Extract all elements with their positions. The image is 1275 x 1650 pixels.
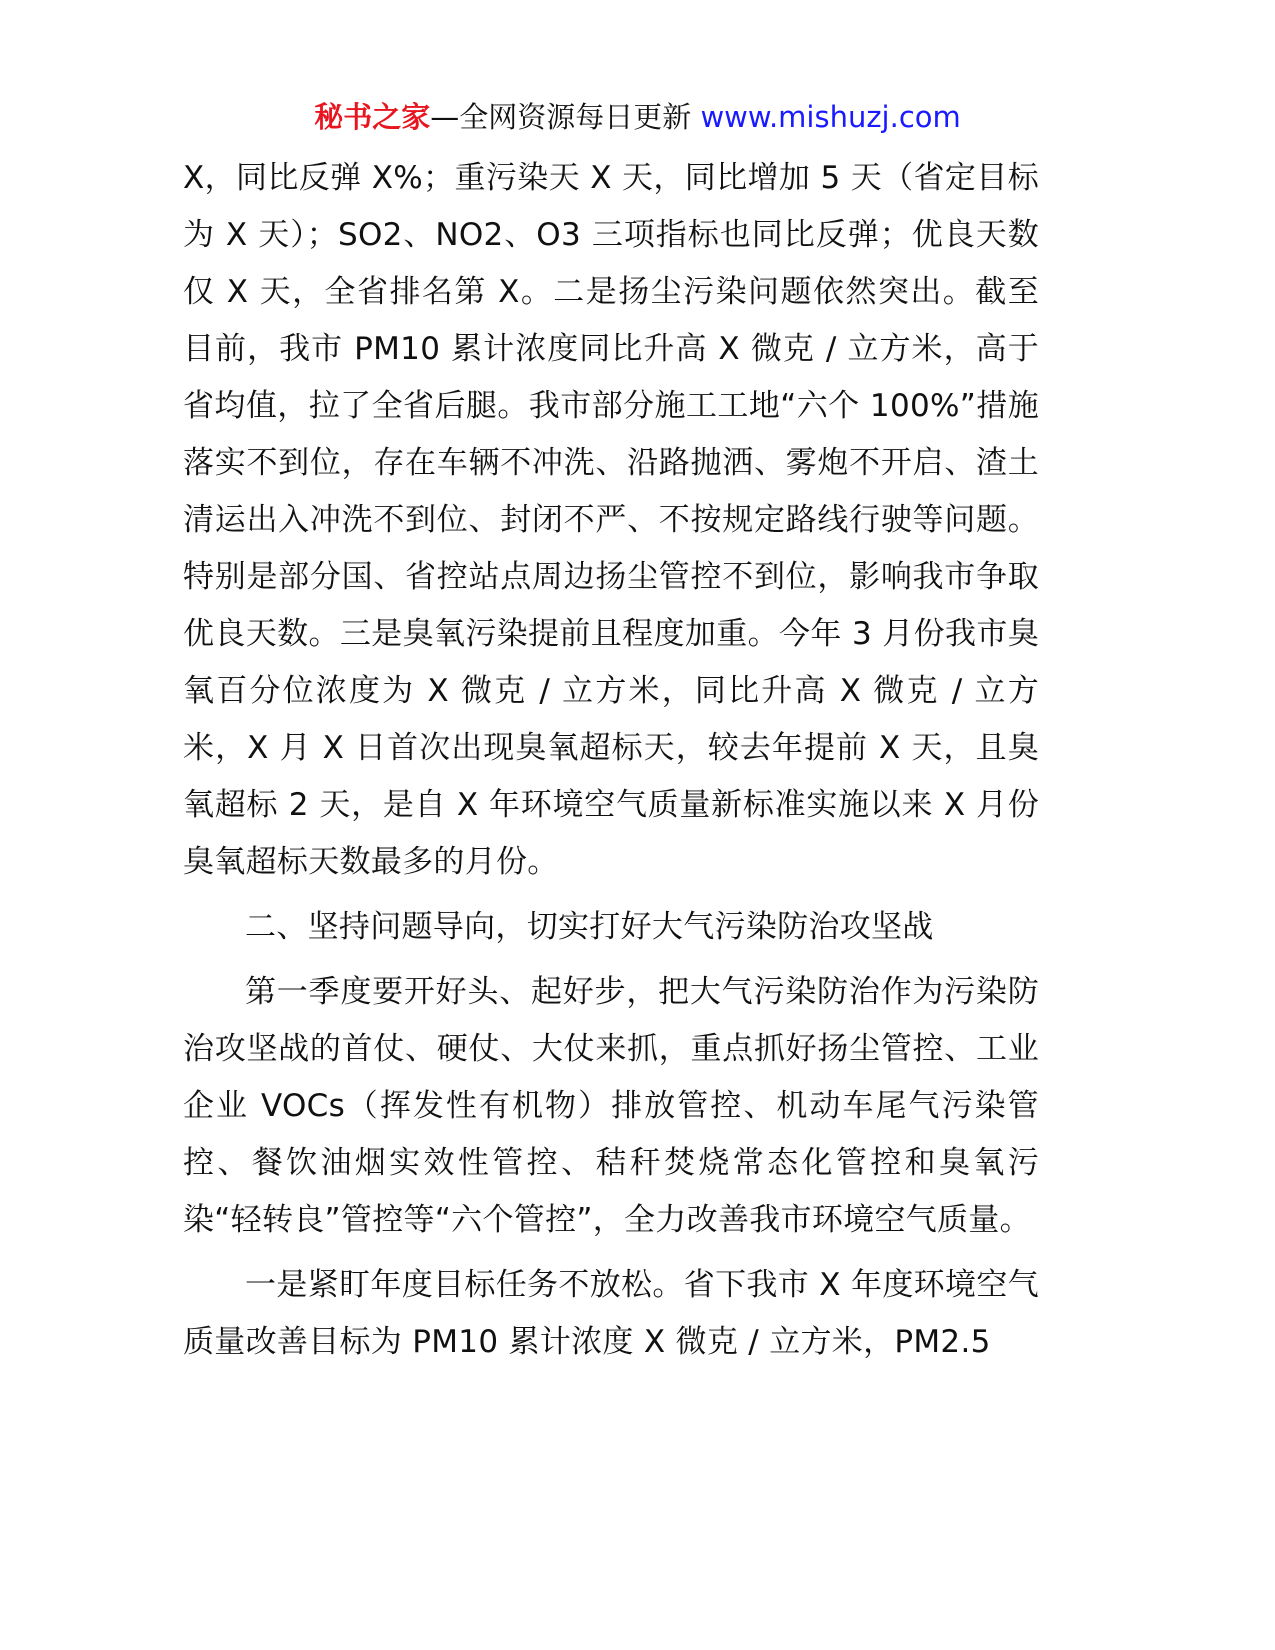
section-heading: 二、坚持问题导向，切实打好大气污染防治攻坚战 (245, 909, 934, 945)
body-paragraph: 第一季度要开好头、起好步，把大气污染防治作为污染防治攻坚战的首仗、硬仗、大仗来抓，重点抓好扬尘管控、工业企业 VOCs（挥发性有机物）排放管控、机动车尾气污染管控、餐饮油烟实效性管控、秸秆焚烧常态化管控和臭氧污染“轻转良”管控等“六个管控”，全力改善我市环境空气质量。 (183, 974, 1039, 1238)
header-tagline: —全网资源每日更新 (430, 100, 701, 134)
body-paragraph: 一是紧盯年度目标任务不放松。省下我市 X 年度环境空气质量改善目标为 PM10 累计浓度 X 微克 / 立方米，PM2.5 (183, 1267, 1039, 1360)
header-url-link[interactable]: www.mishuzj.com (700, 100, 961, 134)
document-body (183, 150, 1039, 1371)
page-header (0, 97, 1275, 137)
header-brand: 秘书之家 (314, 100, 431, 134)
body-paragraph: X，同比反弹 X%；重污染天 X 天，同比增加 5 天（省定目标为 X 天）；SO2、NO2、O3 三项指标也同比反弹；优良天数仅 X 天，全省排名第 X。二是扬尘污染问题依然突出。截至目前，我市 PM10 累计浓度同比升高 X 微克 / 立方米，高于省均值，拉了全省后腿。我市部分施工工地“六个 100%”措施落实不到位，存在车辆不冲洗、沿路抛洒、雾炮不开启、渣土清运出入冲洗不到位、封闭不严、不按规定路线行驶等问题。特别是部分国、省控站点周边扬尘管控不到位，影响我市争取优良天数。三是臭氧污染提前且程度加重。今年 3 月份我市臭氧百分位浓度为 X 微克 / 立方米，同比升高 X 微克 / 立方米，X 月 X 日首次出现臭氧超标天，较去年提前 X 天，且臭氧超标 2 天，是自 X 年环境空气质量新标准实施以来 X 月份臭氧超标天数最多的月份。 (183, 160, 1039, 880)
